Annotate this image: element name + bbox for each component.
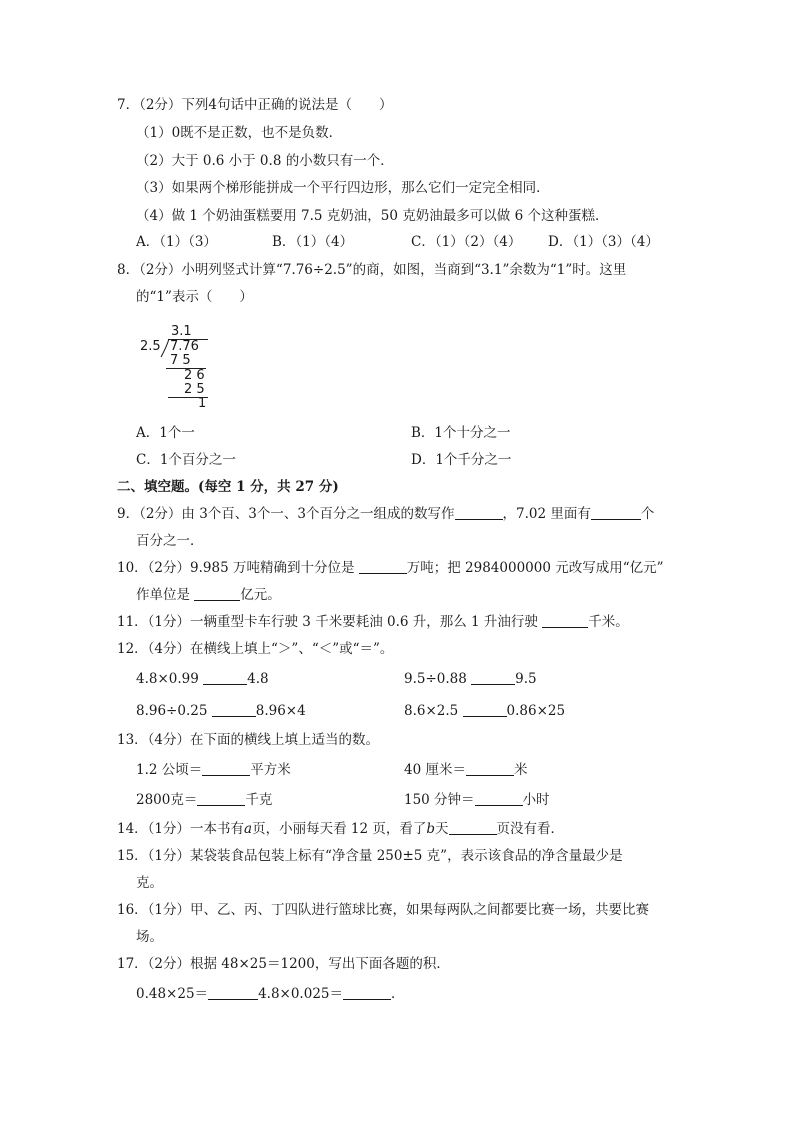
q10-line-2	[136, 586, 281, 604]
q14-text-c: 天	[435, 821, 449, 837]
q15-line-2: 克。	[136, 875, 163, 891]
q10-text-d: 亿元。	[240, 587, 281, 603]
q12-item-2-left: 9.5÷0.88	[404, 671, 472, 687]
q7-option-d[interactable]: D．（1）（3）（4）	[548, 234, 659, 250]
q12-item-4-left: 8.6×2.5	[404, 703, 463, 719]
q13-item-3-left: 2800克＝	[136, 792, 198, 808]
q12-item-4-right: 0.86×25	[506, 703, 566, 719]
q17-blank-2[interactable]	[343, 985, 391, 1000]
q13-item-2-left: 40 厘米＝	[404, 762, 466, 778]
division-dividend: 7.76	[170, 339, 199, 354]
q12-item-3	[136, 702, 306, 720]
q13-item-3	[136, 791, 272, 809]
q13-item-1	[136, 761, 291, 779]
q13-item-3-unit: 千克	[245, 792, 273, 808]
q16-line-2: 场。	[136, 929, 163, 945]
q17-item-1: 0.48×25＝	[136, 986, 209, 1002]
q8-option-d[interactable]: D．1个千分之一	[411, 452, 512, 468]
q10-text-c: 作单位是	[136, 587, 195, 603]
division-remainder: 1	[198, 396, 207, 411]
q9-line-2: 百分之一．	[136, 533, 204, 549]
q12-blank-1[interactable]	[203, 670, 247, 685]
q9-text-b: ，7.02 里面有	[502, 506, 591, 522]
q13-item-4-unit: 小时	[522, 792, 550, 808]
q12-item-2-right: 9.5	[515, 671, 537, 687]
q11-line	[117, 613, 629, 631]
q11-blank[interactable]	[542, 613, 588, 628]
q13-item-2-unit: 米	[513, 762, 528, 778]
q14-line	[117, 820, 564, 838]
q9-blank-2[interactable]	[591, 505, 641, 520]
q10-blank-2[interactable]	[194, 586, 240, 601]
q8-option-c[interactable]: C．1个百分之一	[136, 452, 236, 468]
q10-text-b: 万吨；把 2984000000 元改写成用“亿元”	[406, 560, 664, 576]
division-row-3: 2 5	[184, 382, 205, 397]
q13-blank-4[interactable]	[475, 791, 523, 806]
q17-blank-1[interactable]	[208, 985, 258, 1000]
q17-end: ．	[391, 986, 405, 1002]
section-heading-fill-in: 二、填空题。(每空 1 分，共 27 分)	[117, 479, 339, 495]
q13-blank-1[interactable]	[202, 761, 250, 776]
q17-items	[136, 985, 405, 1003]
q12-item-1-right: 4.8	[247, 671, 269, 687]
q14-variable-b: b	[426, 821, 436, 837]
q9-line-1	[117, 505, 654, 523]
long-division-figure	[138, 322, 218, 414]
q7-statement-2: （2）大于 0.6 小于 0.8 的小数只有一个．	[136, 153, 394, 169]
q7-statement-1: （1）0既不是正数，也不是负数．	[136, 125, 343, 141]
q7-option-c[interactable]: C．（1）（2）（4）	[411, 234, 522, 250]
q9-text-c: 个	[640, 506, 655, 522]
q14-text-d: 页没有看．	[496, 821, 565, 837]
division-row-1: 7 5	[170, 353, 191, 368]
q7-stem: 7．（2分）下列4句话中正确的说法是（ ）	[117, 97, 393, 113]
q12-item-3-left: 8.96÷0.25	[136, 703, 212, 719]
q17-item-2: 4.8×0.025＝	[258, 986, 343, 1002]
q12-item-2	[404, 670, 537, 688]
q7-statement-3: （3）如果两个梯形能拼成一个平行四边形，那么它们一定完全相同．	[136, 180, 550, 196]
q7-option-b[interactable]: B．（1）（4）	[272, 234, 354, 250]
q12-blank-3[interactable]	[212, 702, 256, 717]
q8-option-a[interactable]: A．1个一	[136, 425, 195, 441]
q9-text-a: 9．（2分）由 3个百、3个一、3个百分之一组成的数写作	[117, 506, 455, 522]
q8-option-b[interactable]: B．1个十分之一	[411, 425, 511, 441]
q13-blank-2[interactable]	[466, 761, 514, 776]
q14-variable-a: a	[244, 821, 253, 837]
q10-blank-1[interactable]	[359, 559, 407, 574]
q12-blank-4[interactable]	[463, 702, 507, 717]
q13-item-4	[404, 791, 550, 809]
q9-blank-1[interactable]	[455, 505, 503, 520]
q12-item-3-right: 8.96×4	[255, 703, 306, 719]
q11-text-b: 千米。	[588, 614, 629, 630]
q8-stem-line-2: 的“1”表示（ ）	[136, 289, 253, 305]
q12-item-1	[136, 670, 269, 688]
q12-item-1-left: 4.8×0.99	[136, 671, 204, 687]
q7-statement-4: （4）做 1 个奶油蛋糕要用 7.5 克奶油，50 克奶油最多可以做 6 个这种蛋糕．	[136, 208, 609, 224]
q14-blank[interactable]	[449, 820, 497, 835]
q12-stem: 12．（4分）在横线上填上“＞”、“＜”或“＝”。	[117, 641, 394, 657]
division-row-2: 2 6	[184, 368, 205, 383]
q13-item-2	[404, 761, 527, 779]
q12-item-4	[404, 702, 565, 720]
q12-blank-2[interactable]	[471, 670, 515, 685]
q10-text-a: 10．（2分）9.985 万吨精确到十分位是	[117, 560, 359, 576]
q16-line-1: 16．（1分）甲、乙、丙、丁四队进行篮球比赛，如果每两队之间都要比赛一场，共要比赛	[117, 902, 650, 918]
q7-option-a[interactable]: A．（1）（3）	[136, 234, 217, 250]
q13-item-1-unit: 平方米	[250, 762, 291, 778]
q13-item-1-left: 1.2 公顷＝	[136, 762, 203, 778]
q17-stem: 17．（2分）根据 48×25＝1200，写出下面各题的积．	[117, 956, 450, 972]
q8-stem-line-1: 8．（2分）小明列竖式计算“7.76÷2.5”的商，如图，当商到“3.1”余数为“1”时。这里	[117, 262, 627, 278]
division-divisor: 2.5	[140, 339, 161, 354]
q14-text-a: 14．（1分）一本书有	[117, 821, 245, 837]
q14-text-b: 页，小丽每天看 12 页，看了	[252, 821, 427, 837]
division-quotient: 3.1	[171, 324, 192, 339]
q13-item-4-left: 150 分钟＝	[404, 792, 475, 808]
q15-line-1: 15．（1分）某袋装食品包装上标有“净含量 250±5 克”，表示该食品的净含量最少是	[117, 848, 623, 864]
q13-blank-3[interactable]	[197, 791, 245, 806]
q11-text-a: 11．（1分）一辆重型卡车行驶 3 千米要耗油 0.6 升，那么 1 升油行驶	[117, 614, 543, 630]
q13-stem: 13．（4分）在下面的横线上填上适当的数。	[117, 732, 380, 748]
q10-line-1	[117, 559, 664, 577]
